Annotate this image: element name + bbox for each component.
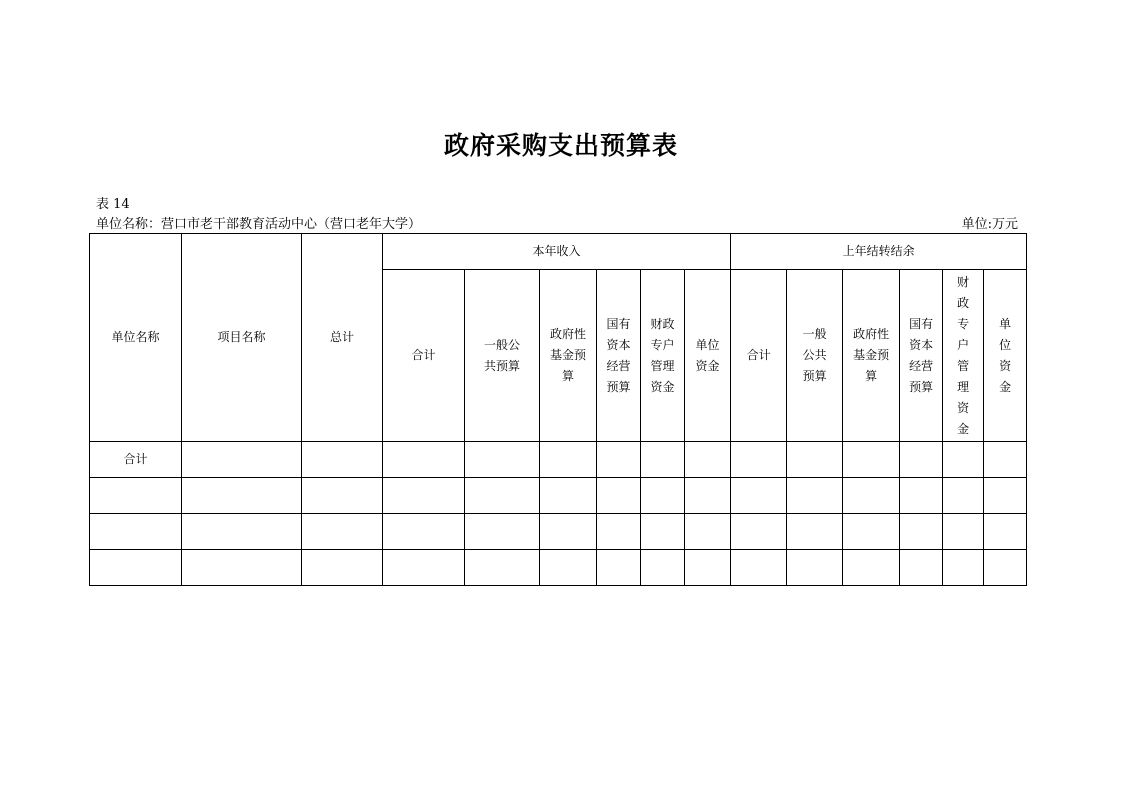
header-group-current-year: 本年收入	[383, 234, 731, 270]
money-unit: 单位:万元	[961, 217, 1018, 232]
header-row-group	[90, 234, 1027, 270]
budget-table	[89, 233, 1027, 586]
unit-name-line: 单位名称：营口市老干部教育活动中心（营口老年大学）	[96, 217, 422, 232]
header-previous-fund-budget: 政府性基金预算	[843, 270, 900, 442]
page-title: 政府采购支出预算表	[443, 131, 678, 160]
header-current-unit-funds: 单位资金	[685, 270, 731, 442]
header-current-special-account: 财政专户管理资金	[641, 270, 685, 442]
table-row	[90, 514, 1027, 550]
header-current-fund-budget: 政府性基金预算	[540, 270, 597, 442]
header-group-previous-carryover: 上年结转结余	[731, 234, 1027, 270]
table-row	[90, 550, 1027, 586]
row-label	[90, 550, 182, 586]
header-previous-state-capital: 国有资本经营预算	[900, 270, 943, 442]
table-number: 表 14	[96, 197, 130, 212]
header-total: 总计	[302, 234, 383, 442]
row-label	[90, 514, 182, 550]
header-previous-special-account: 财政专户管理资金	[943, 270, 984, 442]
header-previous-total: 合计	[731, 270, 787, 442]
table-row	[90, 442, 1027, 478]
row-label: 合计	[90, 442, 182, 478]
row-label	[90, 478, 182, 514]
table-row	[90, 478, 1027, 514]
header-previous-unit-funds: 单位资金	[984, 270, 1027, 442]
header-current-general-budget: 一般公共预算	[465, 270, 540, 442]
header-unit-name: 单位名称	[90, 234, 182, 442]
header-current-total: 合计	[383, 270, 465, 442]
header-project-name: 项目名称	[182, 234, 302, 442]
header-current-state-capital: 国有资本经营预算	[597, 270, 641, 442]
header-previous-general-budget: 一般公共预算	[787, 270, 843, 442]
